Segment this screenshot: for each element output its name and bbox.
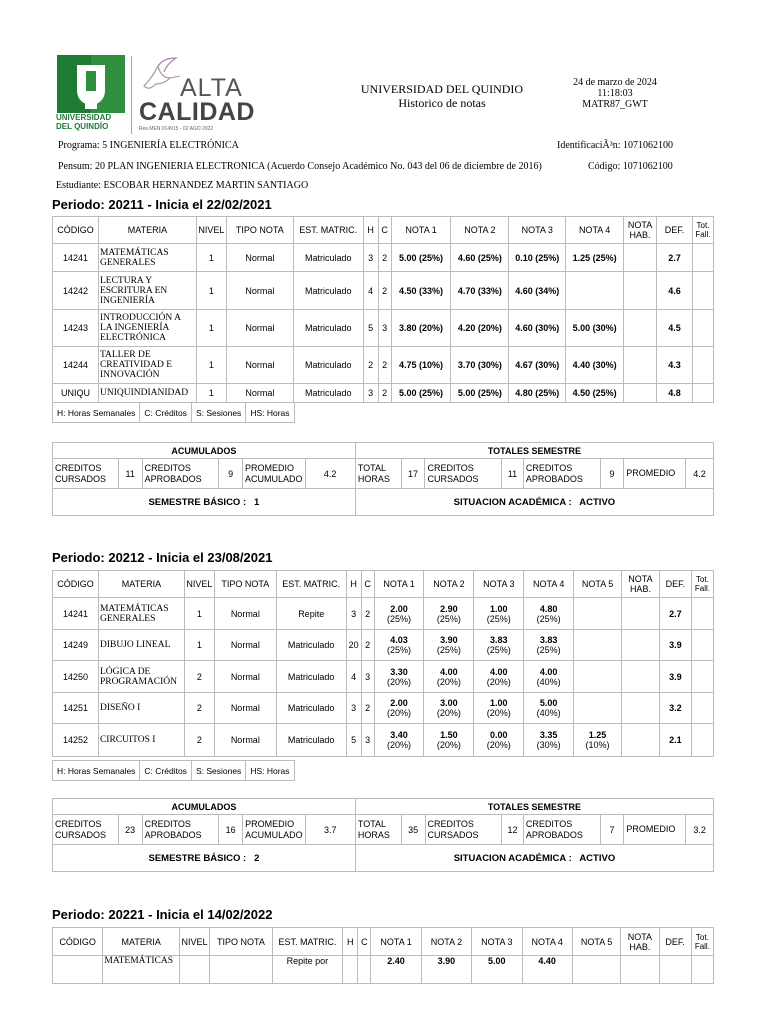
table-header: CÓDIGO MATERIA NIVEL TIPO NOTA EST. MATRIC. H C NOTA 1 NOTA 2 NOTA 3 NOTA 4 NOTA HAB. DEF. Tot. Fall. <box>53 217 714 244</box>
logo-text: UNIVERSIDAD DEL QUINDÍO <box>56 113 112 131</box>
summary-table: ACUMULADOS TOTALES SEMESTRE CREDITOS CURSADOS 23 CREDITOS APROBADOS 16 PROMEDIO ACUMULADO 3.7 TOTAL HORAS 35 CREDITOS CURSADOS 12 CREDITOS APROBADOS 7 PROMEDIO 3.2 SEMESTRE BÁSICO : 2 SITUACION ACADÉMICA : ACTIVO <box>52 798 714 872</box>
table-row: 14244 TALLER DE CREATIVIDAD E INNOVACIÓN 1 Normal Matriculado 2 2 4.75 (10%) 3.70 (30%) 4.67 (30%) 4.40 (30%) 4.3 <box>53 347 714 384</box>
table-row: 14250 LÓGICA DE PROGRAMACIÓN 2 Normal Matriculado 4 3 3.30 (20%) 4.00 (20%) 4.00 (20%) 4.00 (40%) 3.9 <box>53 661 714 693</box>
period-title: Periodo: 20211 - Inicia el 22/02/2021 <box>52 197 272 212</box>
grades-table <box>52 570 714 757</box>
calidad-text: CALIDAD <box>139 98 255 126</box>
programa-info: Programa: 5 INGENIERÍA ELECTRÓNICA <box>58 140 239 151</box>
table-row: 14242 LECTURA Y ESCRITURA EN INGENIERÍA 1 Normal Matriculado 4 2 4.50 (33%) 4.70 (33%) 4.60 (34%) 4.6 <box>53 272 714 310</box>
summary-table: ACUMULADOS TOTALES SEMESTRE CREDITOS CURSADOS 11 CREDITOS APROBADOS 9 PROMEDIO ACUMULADO 4.2 TOTAL HORAS 17 CREDITOS CURSADOS 11 CREDITOS APROBADOS 9 PROMEDIO 4.2 SEMESTRE BÁSICO : 1 SITUACION ACADÉMICA : ACTIVO <box>52 442 714 516</box>
grades-table <box>52 927 714 984</box>
pensum-info: Pensum: 20 PLAN INGENIERIA ELECTRONICA (Acuerdo Consejo Académico No. 043 del 06 de diciembre de 2016) <box>58 161 542 172</box>
table-row: 14249 DIBUJO LINEAL 1 Normal Matriculado 20 2 4.03 (25%) 3.90 (25%) 3.83 (25%) 3.83 (25%) 3.9 <box>53 630 714 661</box>
table-row: 14251 DISEÑO I 2 Normal Matriculado 3 2 2.00 (20%) 3.00 (20%) 1.00 (20%) 5.00 (40%) 3.2 <box>53 693 714 724</box>
table-header: CÓDIGO MATERIA NIVEL TIPO NOTA EST. MATRIC. H C NOTA 1 NOTA 2 NOTA 3 NOTA 4 NOTA 5 NOTA HAB. DEF. Tot. Fall. <box>53 928 714 956</box>
university-header <box>342 82 542 110</box>
university-name: UNIVERSIDAD DEL QUINDIO <box>360 82 524 96</box>
legend: H: Horas Semanales C: Créditos S: Sesiones HS: Horas <box>52 402 295 423</box>
table-row: 14252 CIRCUITOS I 2 Normal Matriculado 5 3 3.40 (20%) 1.50 (20%) 0.00 (20%) 3.35 (30%) 1.25 (10%) 2.1 <box>53 724 714 757</box>
period-title: Periodo: 20212 - Inicia el 23/08/2021 <box>52 550 273 565</box>
table-row: UNIQU UNIQUINDIANIDAD 1 Normal Matriculado 3 2 5.00 (25%) 5.00 (25%) 4.80 (25%) 4.50 (25%) 4.8 <box>53 384 714 403</box>
legend: H: Horas Semanales C: Créditos S: Sesiones HS: Horas <box>52 760 295 781</box>
report-subtitle: Historico de notas <box>398 96 486 110</box>
identificacion-info: IdentificaciÃ³n: 1071062100 <box>557 140 674 151</box>
period-title: Periodo: 20221 - Inicia el 14/02/2022 <box>52 907 273 922</box>
estudiante-info: Estudiante: ESCOBAR HERNANDEZ MARTIN SANTIAGO <box>56 180 309 191</box>
resolution-text: Res.MEN 014915 - 02 AGO 2022 <box>139 126 214 132</box>
table-row: 14241 MATEMÁTICAS GENERALES 1 Normal Matriculado 3 2 5.00 (25%) 4.60 (25%) 0.10 (25%) 1.25 (25%) 2.7 <box>53 244 714 272</box>
table-row: 14243 INTRODUCCIÓN A LA INGENIERÍA ELECTRÓNICA 1 Normal Matriculado 5 3 3.80 (20%) 4.20 (20%) 4.60 (30%) 5.00 (30%) 4.5 <box>53 310 714 347</box>
grades-table <box>52 216 714 403</box>
alta-text: ALTA <box>180 74 243 102</box>
report-date: 24 de marzo de 2024 11:18:03 MATR87_GWT <box>573 77 657 110</box>
codigo-info: Código: 1071062100 <box>588 161 673 172</box>
table-row: 14241 MATEMÁTICAS GENERALES 1 Normal Repite 3 2 2.00 (25%) 2.90 (25%) 1.00 (25%) 4.80 (25%) 2.7 <box>53 598 714 630</box>
table-header: CÓDIGO MATERIA NIVEL TIPO NOTA EST. MATRIC. H C NOTA 1 NOTA 2 NOTA 3 NOTA 4 NOTA 5 NOTA HAB. DEF. Tot. Fall. <box>53 571 714 598</box>
table-row: MATEMÁTICAS Repite por 2.40 3.90 5.00 4.40 <box>53 956 714 984</box>
header-divider <box>131 56 132 134</box>
hummingbird-icon <box>140 56 182 96</box>
